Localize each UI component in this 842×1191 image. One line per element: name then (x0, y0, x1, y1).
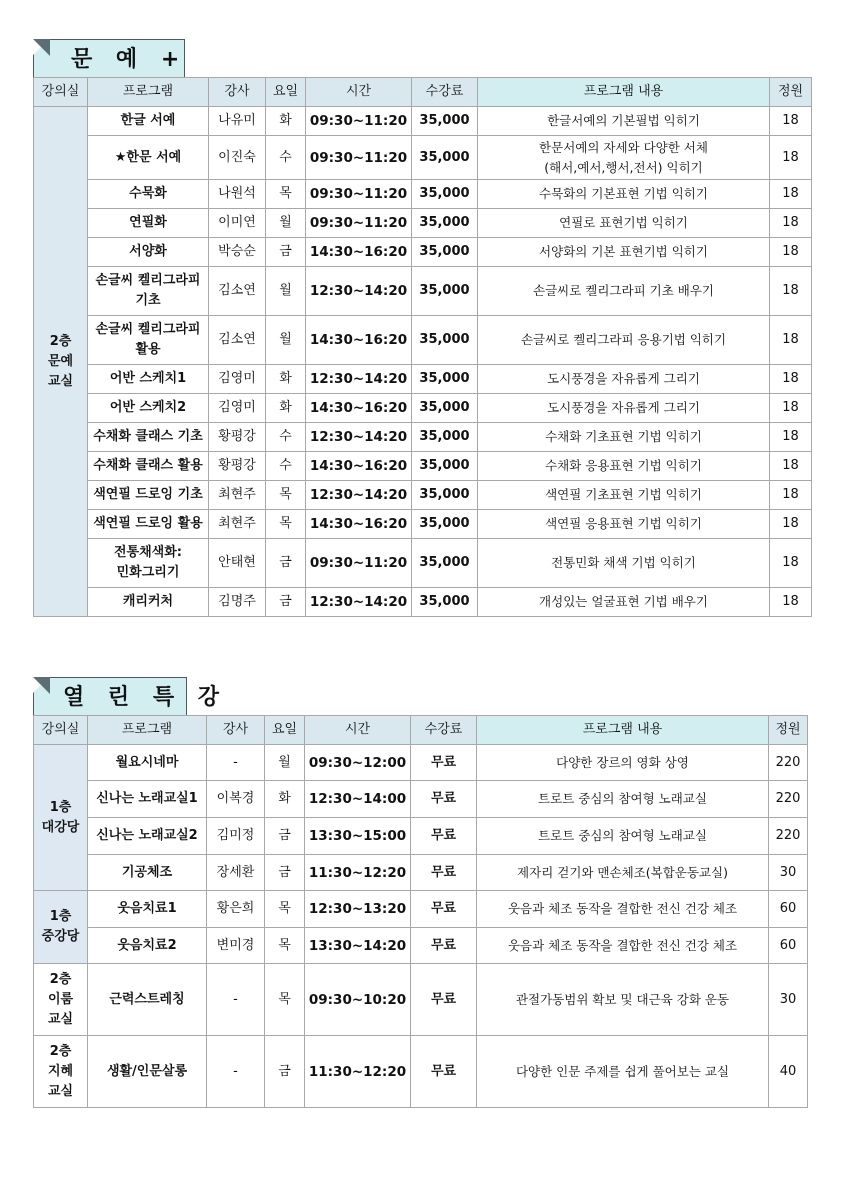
capacity: 18 (770, 539, 812, 588)
tuition-fee: 무료 (411, 855, 477, 891)
program-content: 다양한 인문 주제를 쉽게 풀어보는 교실 (477, 1036, 769, 1108)
capacity: 40 (769, 1036, 808, 1108)
teacher-name: 김소연 (209, 316, 266, 365)
day-of-week: 목 (266, 510, 306, 539)
day-of-week: 월 (266, 267, 306, 316)
header-day: 요일 (265, 716, 305, 745)
class-time: 12:30~14:20 (306, 365, 412, 394)
table-row (34, 267, 812, 316)
day-of-week: 목 (266, 481, 306, 510)
tuition-fee: 35,000 (412, 394, 478, 423)
section-tab-literary (33, 39, 188, 77)
header-content: 프로그램 내용 (478, 78, 770, 107)
class-time: 13:30~14:20 (305, 928, 411, 964)
class-time: 11:30~12:20 (305, 855, 411, 891)
teacher-name: 김미정 (207, 818, 265, 855)
tuition-fee: 35,000 (412, 510, 478, 539)
day-of-week: 월 (266, 316, 306, 365)
program-name: 수채화 클래스 활용 (88, 452, 209, 481)
table-row (34, 316, 812, 365)
teacher-name: 안태현 (209, 539, 266, 588)
class-time: 14:30~16:20 (306, 238, 412, 267)
header-capacity: 정원 (770, 78, 812, 107)
teacher-name: 이진숙 (209, 136, 266, 180)
capacity: 18 (770, 452, 812, 481)
header-teacher: 강사 (209, 78, 266, 107)
tuition-fee: 35,000 (412, 238, 478, 267)
table-row (34, 539, 812, 588)
program-name: 어반 스케치2 (88, 394, 209, 423)
day-of-week: 월 (265, 745, 305, 781)
program-name: 연필화 (88, 209, 209, 238)
teacher-name: 김영미 (209, 365, 266, 394)
teacher-name: 황평강 (209, 452, 266, 481)
day-of-week: 화 (266, 107, 306, 136)
program-content: 전통민화 채색 기법 익히기 (478, 539, 770, 588)
capacity: 18 (770, 588, 812, 617)
capacity: 220 (769, 818, 808, 855)
table-row (34, 588, 812, 617)
program-name: ★한문 서예 (88, 136, 209, 180)
class-time: 11:30~12:20 (305, 1036, 411, 1108)
table-row (34, 781, 808, 818)
class-time: 12:30~14:20 (306, 267, 412, 316)
tuition-fee: 35,000 (412, 588, 478, 617)
tuition-fee: 무료 (411, 928, 477, 964)
program-name: 손글씨 켈리그라피 기초 (88, 267, 209, 316)
tuition-fee: 무료 (411, 781, 477, 818)
program-content: 도시풍경을 자유롭게 그리기 (478, 365, 770, 394)
capacity: 220 (769, 781, 808, 818)
tuition-fee: 무료 (411, 818, 477, 855)
table-row (34, 891, 808, 928)
day-of-week: 금 (266, 588, 306, 617)
program-name: 한글 서예 (88, 107, 209, 136)
program-content: 제자리 걷기와 맨손체조(복합운동교실) (477, 855, 769, 891)
capacity: 30 (769, 855, 808, 891)
table-row (34, 452, 812, 481)
section-title: 열 린 특 강 (63, 685, 227, 710)
class-time: 12:30~14:00 (305, 781, 411, 818)
capacity: 18 (770, 316, 812, 365)
program-content: 색연필 응용표현 기법 익히기 (478, 510, 770, 539)
program-content: 트로트 중심의 참여형 노래교실 (477, 781, 769, 818)
day-of-week: 금 (265, 1036, 305, 1108)
class-time: 09:30~11:20 (306, 539, 412, 588)
capacity: 18 (770, 365, 812, 394)
table-row (34, 745, 808, 781)
capacity: 18 (770, 510, 812, 539)
program-name: 월요시네마 (88, 745, 207, 781)
program-content: 한문서예의 자세와 다양한 서체 (해서,예서,행서,전서) 익히기 (478, 136, 770, 180)
teacher-name: 김명주 (209, 588, 266, 617)
day-of-week: 수 (266, 423, 306, 452)
teacher-name: 최현주 (209, 481, 266, 510)
room-cell: 2층 문예 교실 (34, 107, 88, 617)
teacher-name: 장세환 (207, 855, 265, 891)
program-name: 신나는 노래교실1 (88, 781, 207, 818)
class-time: 12:30~14:20 (306, 588, 412, 617)
room-cell: 1층 대강당 (34, 745, 88, 891)
header-program: 프로그램 (88, 716, 207, 745)
capacity: 30 (769, 964, 808, 1036)
program-content: 수묵화의 기본표현 기법 익히기 (478, 180, 770, 209)
tuition-fee: 35,000 (412, 136, 478, 180)
class-time: 14:30~16:20 (306, 510, 412, 539)
header-day: 요일 (266, 78, 306, 107)
class-time: 09:30~11:20 (306, 107, 412, 136)
program-content: 연필로 표현기법 익히기 (478, 209, 770, 238)
tuition-fee: 35,000 (412, 539, 478, 588)
header-time: 시간 (305, 716, 411, 745)
day-of-week: 수 (266, 452, 306, 481)
open-lecture-schedule-table (33, 715, 808, 1108)
program-content: 개성있는 얼굴표현 기법 배우기 (478, 588, 770, 617)
day-of-week: 목 (265, 964, 305, 1036)
day-of-week: 금 (265, 818, 305, 855)
capacity: 18 (770, 209, 812, 238)
tuition-fee: 35,000 (412, 365, 478, 394)
day-of-week: 목 (265, 891, 305, 928)
teacher-name: 이미연 (209, 209, 266, 238)
capacity: 60 (769, 891, 808, 928)
section-tab-open-lecture (33, 677, 227, 715)
capacity: 60 (769, 928, 808, 964)
table-row (34, 1036, 808, 1108)
class-time: 09:30~11:20 (306, 209, 412, 238)
teacher-name: 김영미 (209, 394, 266, 423)
day-of-week: 화 (265, 781, 305, 818)
program-name: 손글씨 켈리그라피 활용 (88, 316, 209, 365)
header-content: 프로그램 내용 (477, 716, 769, 745)
teacher-name: 황은희 (207, 891, 265, 928)
program-name: 근력스트레칭 (88, 964, 207, 1036)
capacity: 18 (770, 107, 812, 136)
table-row (34, 209, 812, 238)
tuition-fee: 35,000 (412, 209, 478, 238)
teacher-name: 김소연 (209, 267, 266, 316)
program-content: 도시풍경을 자유롭게 그리기 (478, 394, 770, 423)
capacity: 18 (770, 481, 812, 510)
table-header-row (34, 78, 812, 107)
capacity: 18 (770, 267, 812, 316)
program-name: 기공체조 (88, 855, 207, 891)
table-header-row (34, 716, 808, 745)
header-teacher: 강사 (207, 716, 265, 745)
table-row (34, 394, 812, 423)
class-time: 09:30~10:20 (305, 964, 411, 1036)
capacity: 18 (770, 180, 812, 209)
table-row (34, 365, 812, 394)
room-cell: 2층 지혜 교실 (34, 1036, 88, 1108)
program-name: 캐리커처 (88, 588, 209, 617)
program-content: 수채화 기초표현 기법 익히기 (478, 423, 770, 452)
capacity: 18 (770, 394, 812, 423)
class-time: 13:30~15:00 (305, 818, 411, 855)
program-content: 웃음과 체조 동작을 결합한 전신 건강 체조 (477, 891, 769, 928)
literary-schedule-table (33, 77, 812, 617)
class-time: 12:30~13:20 (305, 891, 411, 928)
program-content: 웃음과 체조 동작을 결합한 전신 건강 체조 (477, 928, 769, 964)
header-time: 시간 (306, 78, 412, 107)
table-row (34, 964, 808, 1036)
teacher-name: 변미경 (207, 928, 265, 964)
program-content: 다양한 장르의 영화 상영 (477, 745, 769, 781)
program-name: 전통채색화: 민화그리기 (88, 539, 209, 588)
day-of-week: 화 (266, 394, 306, 423)
tuition-fee: 무료 (411, 745, 477, 781)
tuition-fee: 35,000 (412, 107, 478, 136)
program-content: 트로트 중심의 참여형 노래교실 (477, 818, 769, 855)
tuition-fee: 35,000 (412, 180, 478, 209)
header-program: 프로그램 (88, 78, 209, 107)
program-name: 웃음치료1 (88, 891, 207, 928)
section-title: 문 예 + (71, 47, 188, 72)
header-fee: 수강료 (412, 78, 478, 107)
class-time: 12:30~14:20 (306, 481, 412, 510)
table-row (34, 136, 812, 180)
program-content: 색연필 기초표현 기법 익히기 (478, 481, 770, 510)
tuition-fee: 35,000 (412, 481, 478, 510)
day-of-week: 목 (266, 180, 306, 209)
program-name: 색연필 드로잉 활용 (88, 510, 209, 539)
program-content: 손글씨로 켈리그라피 기초 배우기 (478, 267, 770, 316)
capacity: 18 (770, 136, 812, 180)
tuition-fee: 35,000 (412, 452, 478, 481)
header-room: 강의실 (34, 716, 88, 745)
tuition-fee: 35,000 (412, 267, 478, 316)
header-capacity: 정원 (769, 716, 808, 745)
class-time: 14:30~16:20 (306, 316, 412, 365)
room-cell: 2층 이룸 교실 (34, 964, 88, 1036)
teacher-name: - (207, 1036, 265, 1108)
class-time: 09:30~11:20 (306, 136, 412, 180)
program-name: 수묵화 (88, 180, 209, 209)
program-name: 서양화 (88, 238, 209, 267)
program-content: 수채화 응용표현 기법 익히기 (478, 452, 770, 481)
teacher-name: 황평강 (209, 423, 266, 452)
class-time: 09:30~12:00 (305, 745, 411, 781)
program-name: 웃음치료2 (88, 928, 207, 964)
table-row (34, 481, 812, 510)
program-name: 수채화 클래스 기초 (88, 423, 209, 452)
capacity: 18 (770, 238, 812, 267)
tuition-fee: 무료 (411, 1036, 477, 1108)
class-time: 12:30~14:20 (306, 423, 412, 452)
table-row (34, 855, 808, 891)
table-row (34, 238, 812, 267)
teacher-name: 박승순 (209, 238, 266, 267)
class-time: 14:30~16:20 (306, 452, 412, 481)
day-of-week: 목 (265, 928, 305, 964)
program-name: 생활/인문살롱 (88, 1036, 207, 1108)
teacher-name: 나유미 (209, 107, 266, 136)
room-cell: 1층 중강당 (34, 891, 88, 964)
day-of-week: 화 (266, 365, 306, 394)
tab-fold-corner (33, 677, 50, 694)
teacher-name: 이복경 (207, 781, 265, 818)
program-content: 관절가동범위 확보 및 대근육 강화 운동 (477, 964, 769, 1036)
day-of-week: 금 (266, 238, 306, 267)
teacher-name: - (207, 745, 265, 781)
table-row (34, 510, 812, 539)
table-row (34, 818, 808, 855)
class-time: 09:30~11:20 (306, 180, 412, 209)
day-of-week: 금 (266, 539, 306, 588)
capacity: 18 (770, 423, 812, 452)
table-row (34, 180, 812, 209)
teacher-name: 나원석 (209, 180, 266, 209)
program-name: 어반 스케치1 (88, 365, 209, 394)
program-name: 색연필 드로잉 기초 (88, 481, 209, 510)
day-of-week: 수 (266, 136, 306, 180)
table-row (34, 423, 812, 452)
day-of-week: 금 (265, 855, 305, 891)
table-row (34, 107, 812, 136)
header-fee: 수강료 (411, 716, 477, 745)
tab-fold-corner (33, 39, 50, 56)
day-of-week: 월 (266, 209, 306, 238)
tuition-fee: 무료 (411, 964, 477, 1036)
program-name: 신나는 노래교실2 (88, 818, 207, 855)
tuition-fee: 35,000 (412, 316, 478, 365)
teacher-name: - (207, 964, 265, 1036)
program-content: 손글씨로 켈리그라피 응용기법 익히기 (478, 316, 770, 365)
table-row (34, 928, 808, 964)
class-time: 14:30~16:20 (306, 394, 412, 423)
program-content: 서양화의 기본 표현기법 익히기 (478, 238, 770, 267)
tuition-fee: 무료 (411, 891, 477, 928)
teacher-name: 최현주 (209, 510, 266, 539)
program-content: 한글서예의 기본필법 익히기 (478, 107, 770, 136)
header-room: 강의실 (34, 78, 88, 107)
tuition-fee: 35,000 (412, 423, 478, 452)
capacity: 220 (769, 745, 808, 781)
